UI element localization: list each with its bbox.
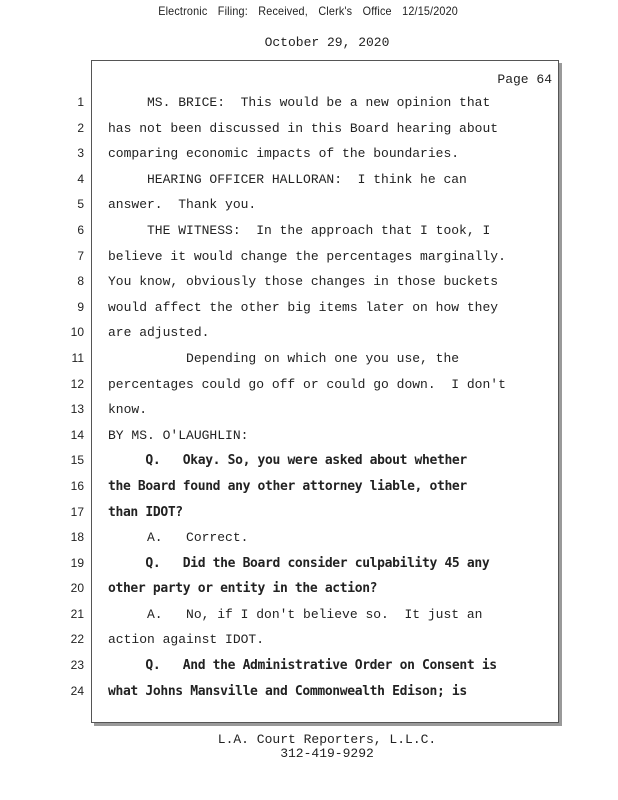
transcript-line: MS. BRICE: This would be a new opinion that (108, 95, 491, 110)
footer (0, 733, 618, 761)
transcript-line: You know, obviously those changes in those buckets (108, 274, 499, 290)
stamp-office: Office (362, 4, 392, 18)
transcript-line: what Johns Mansville and Commonwealth Edison; is (108, 683, 467, 699)
transcript-line: BY MS. O'LAUGHLIN: (108, 427, 249, 443)
line-number: 1 (77, 95, 84, 109)
stamp-date: 12/15/2020 (402, 4, 458, 18)
transcript-line: HEARING OFFICER HALLORAN: I think he can (108, 171, 467, 187)
hearing-date: October 29, 2020 (264, 35, 390, 50)
line-number: 15 (70, 453, 84, 468)
line-number: 9 (77, 299, 84, 314)
reporter-phone: 312-419-9292 (280, 746, 374, 761)
transcript-line: other party or entity in the action? (108, 581, 378, 597)
line-number: 7 (77, 248, 84, 263)
transcript-line: Depending on which one you use, the (108, 350, 460, 366)
line-number: 22 (70, 632, 84, 647)
transcript-line: know. (108, 402, 148, 418)
transcript-line: believe it would change the percentages marginally. (108, 248, 506, 264)
transcript-line: percentages could go off or could go down. I don't (108, 376, 506, 392)
line-number-column (60, 90, 84, 704)
line-number: 10 (70, 325, 84, 340)
transcript-line: are adjusted. (108, 325, 210, 341)
transcript-line: A. Correct. (108, 530, 249, 546)
line-number: 24 (70, 683, 84, 698)
line-number: 11 (71, 350, 84, 365)
line-number: 13 (70, 402, 84, 417)
transcript-line: answer. Thank you. (108, 197, 257, 213)
transcript-line: Q. Did the Board consider culpability 45 any (108, 555, 490, 571)
line-number: 17 (70, 504, 84, 519)
line-number: 14 (70, 427, 84, 442)
line-number: 18 (70, 530, 84, 545)
reporter-company: L.A. Court Reporters, L.L.C. (217, 732, 437, 747)
line-number: 4 (77, 171, 84, 186)
page-number: Page 64 (497, 72, 552, 87)
transcript-line: would affect the other big items later on how they (108, 299, 499, 315)
stamp-filing: Filing: (217, 4, 248, 18)
line-number: 6 (77, 222, 84, 237)
line-number: 3 (77, 146, 84, 161)
transcript-line: than IDOT? (108, 504, 183, 520)
line-number: 23 (70, 658, 84, 673)
line-number: 19 (70, 555, 84, 570)
line-number: 21 (70, 606, 84, 621)
transcript-text (108, 90, 548, 704)
line-number: 16 (70, 478, 84, 493)
line-number: 20 (70, 581, 84, 596)
transcript-line: action against IDOT. (108, 632, 265, 648)
line-number: 5 (77, 197, 84, 212)
stamp-received: Received, (258, 4, 308, 18)
line-number: 8 (77, 274, 84, 289)
transcript-line: comparing economic impacts of the boundaries. (108, 146, 460, 162)
transcript-line: THE WITNESS: In the approach that I took, I (108, 222, 491, 238)
transcript-line: A. No, if I don't believe so. It just an (108, 606, 483, 622)
transcript-line: Q. Okay. So, you were asked about whether (108, 453, 467, 469)
line-number: 12 (70, 376, 84, 391)
electronic-filing-stamp (30, 4, 586, 18)
stamp-clerks: Clerk's (318, 4, 353, 18)
stamp-electronic: Electronic (158, 4, 208, 18)
line-number: 2 (77, 120, 84, 135)
transcript-line: Q. And the Administrative Order on Consent is (108, 658, 497, 674)
transcript-line: has not been discussed in this Board hearing about (108, 120, 499, 136)
transcript-line: the Board found any other attorney liable, other (108, 478, 467, 494)
